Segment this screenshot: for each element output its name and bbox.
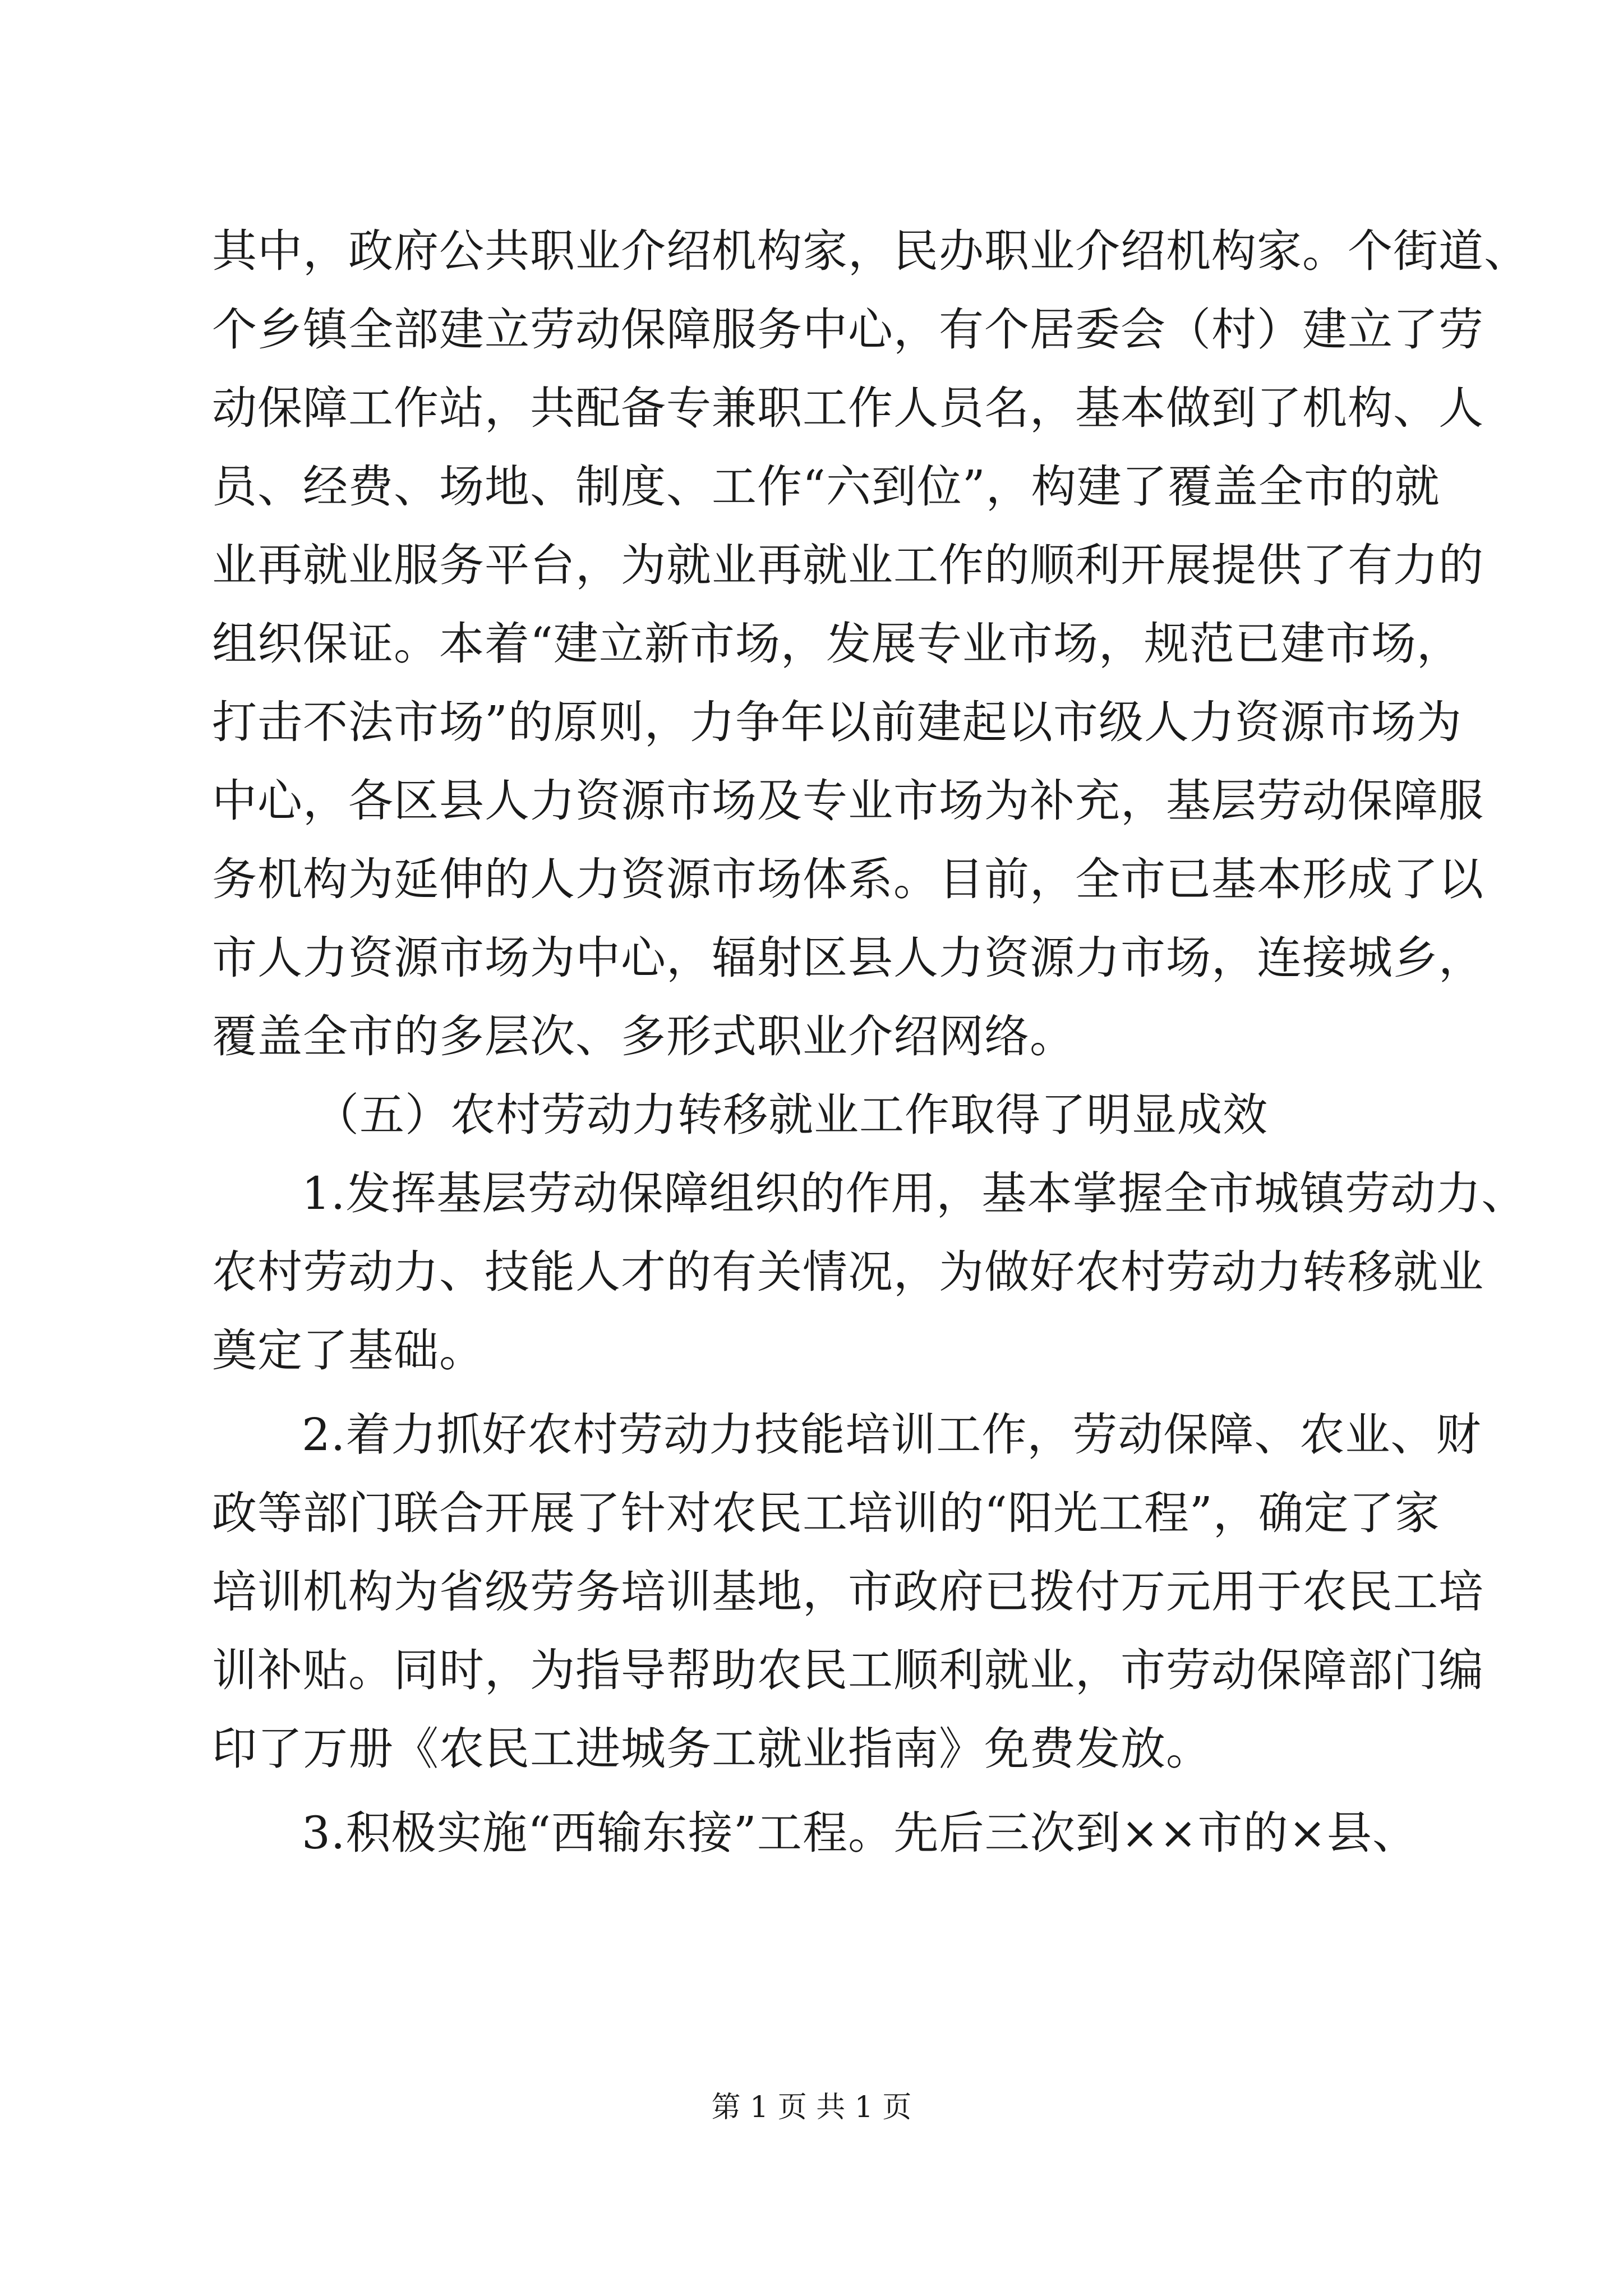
body-line: 印了万册《农民工进城务工就业指南》免费发放。 <box>212 1723 1211 1775</box>
body-line: 1.发挥基层劳动保障组织的作用，基本掌握全市城镇劳动力、 <box>302 1167 1527 1220</box>
body-line: 业再就业服务平台，为就业再就业工作的顺利开展提供了有力的 <box>212 539 1484 591</box>
body-line: 务机构为延伸的人力资源市场体系。目前，全市已基本形成了以 <box>212 853 1484 905</box>
body-line: 覆盖全市的多层次、多形式职业介绍网络。 <box>212 1010 1075 1062</box>
body-line: 员、经费、场地、制度、工作“六到位”，构建了覆盖全市的就 <box>212 461 1440 513</box>
body-line: 3.积极实施“西输东接”工程。先后三次到××市的×县、 <box>302 1807 1418 1859</box>
body-line: 个乡镇全部建立劳动保障服务中心，有个居委会（村）建立了劳 <box>212 303 1484 356</box>
body-line: 政等部门联合开展了针对农民工培训的“阳光工程”，确定了家 <box>212 1487 1440 1539</box>
body-line: 打击不法市场”的原则，力争年以前建起以市级人力资源市场为 <box>212 696 1462 748</box>
body-line: 组织保证。本着“建立新市场，发展专业市场，规范已建市场， <box>212 618 1462 670</box>
body-line: 2.着力抓好农村劳动力技能培训工作，劳动保障、农业、财 <box>302 1409 1482 1461</box>
body-line: 训补贴。同时，为指导帮助农民工顺利就业，市劳动保障部门编 <box>212 1644 1484 1696</box>
page-number: 第 1 页 共 1 页 <box>711 2091 912 2124</box>
body-line: 动保障工作站，共配备专兼职工作人员名，基本做到了机构、人 <box>212 382 1484 434</box>
section-heading: （五）农村劳动力转移就业工作取得了明显成效 <box>314 1089 1268 1141</box>
body-line: 中心，各区县人力资源市场及专业市场为补充，基层劳动保障服 <box>212 775 1484 827</box>
body-line: 培训机构为省级劳务培训基地，市政府已拨付万元用于农民工培 <box>212 1566 1484 1618</box>
body-line: 其中，政府公共职业介绍机构家，民办职业介绍机构家。个街道、 <box>212 225 1529 277</box>
body-line: 农村劳动力、技能人才的有关情况，为做好农村劳动力转移就业 <box>212 1246 1484 1298</box>
body-line: 奠定了基础。 <box>212 1324 485 1377</box>
body-line: 市人力资源市场为中心，辐射区县人力资源力市场，连接城乡， <box>212 932 1484 984</box>
